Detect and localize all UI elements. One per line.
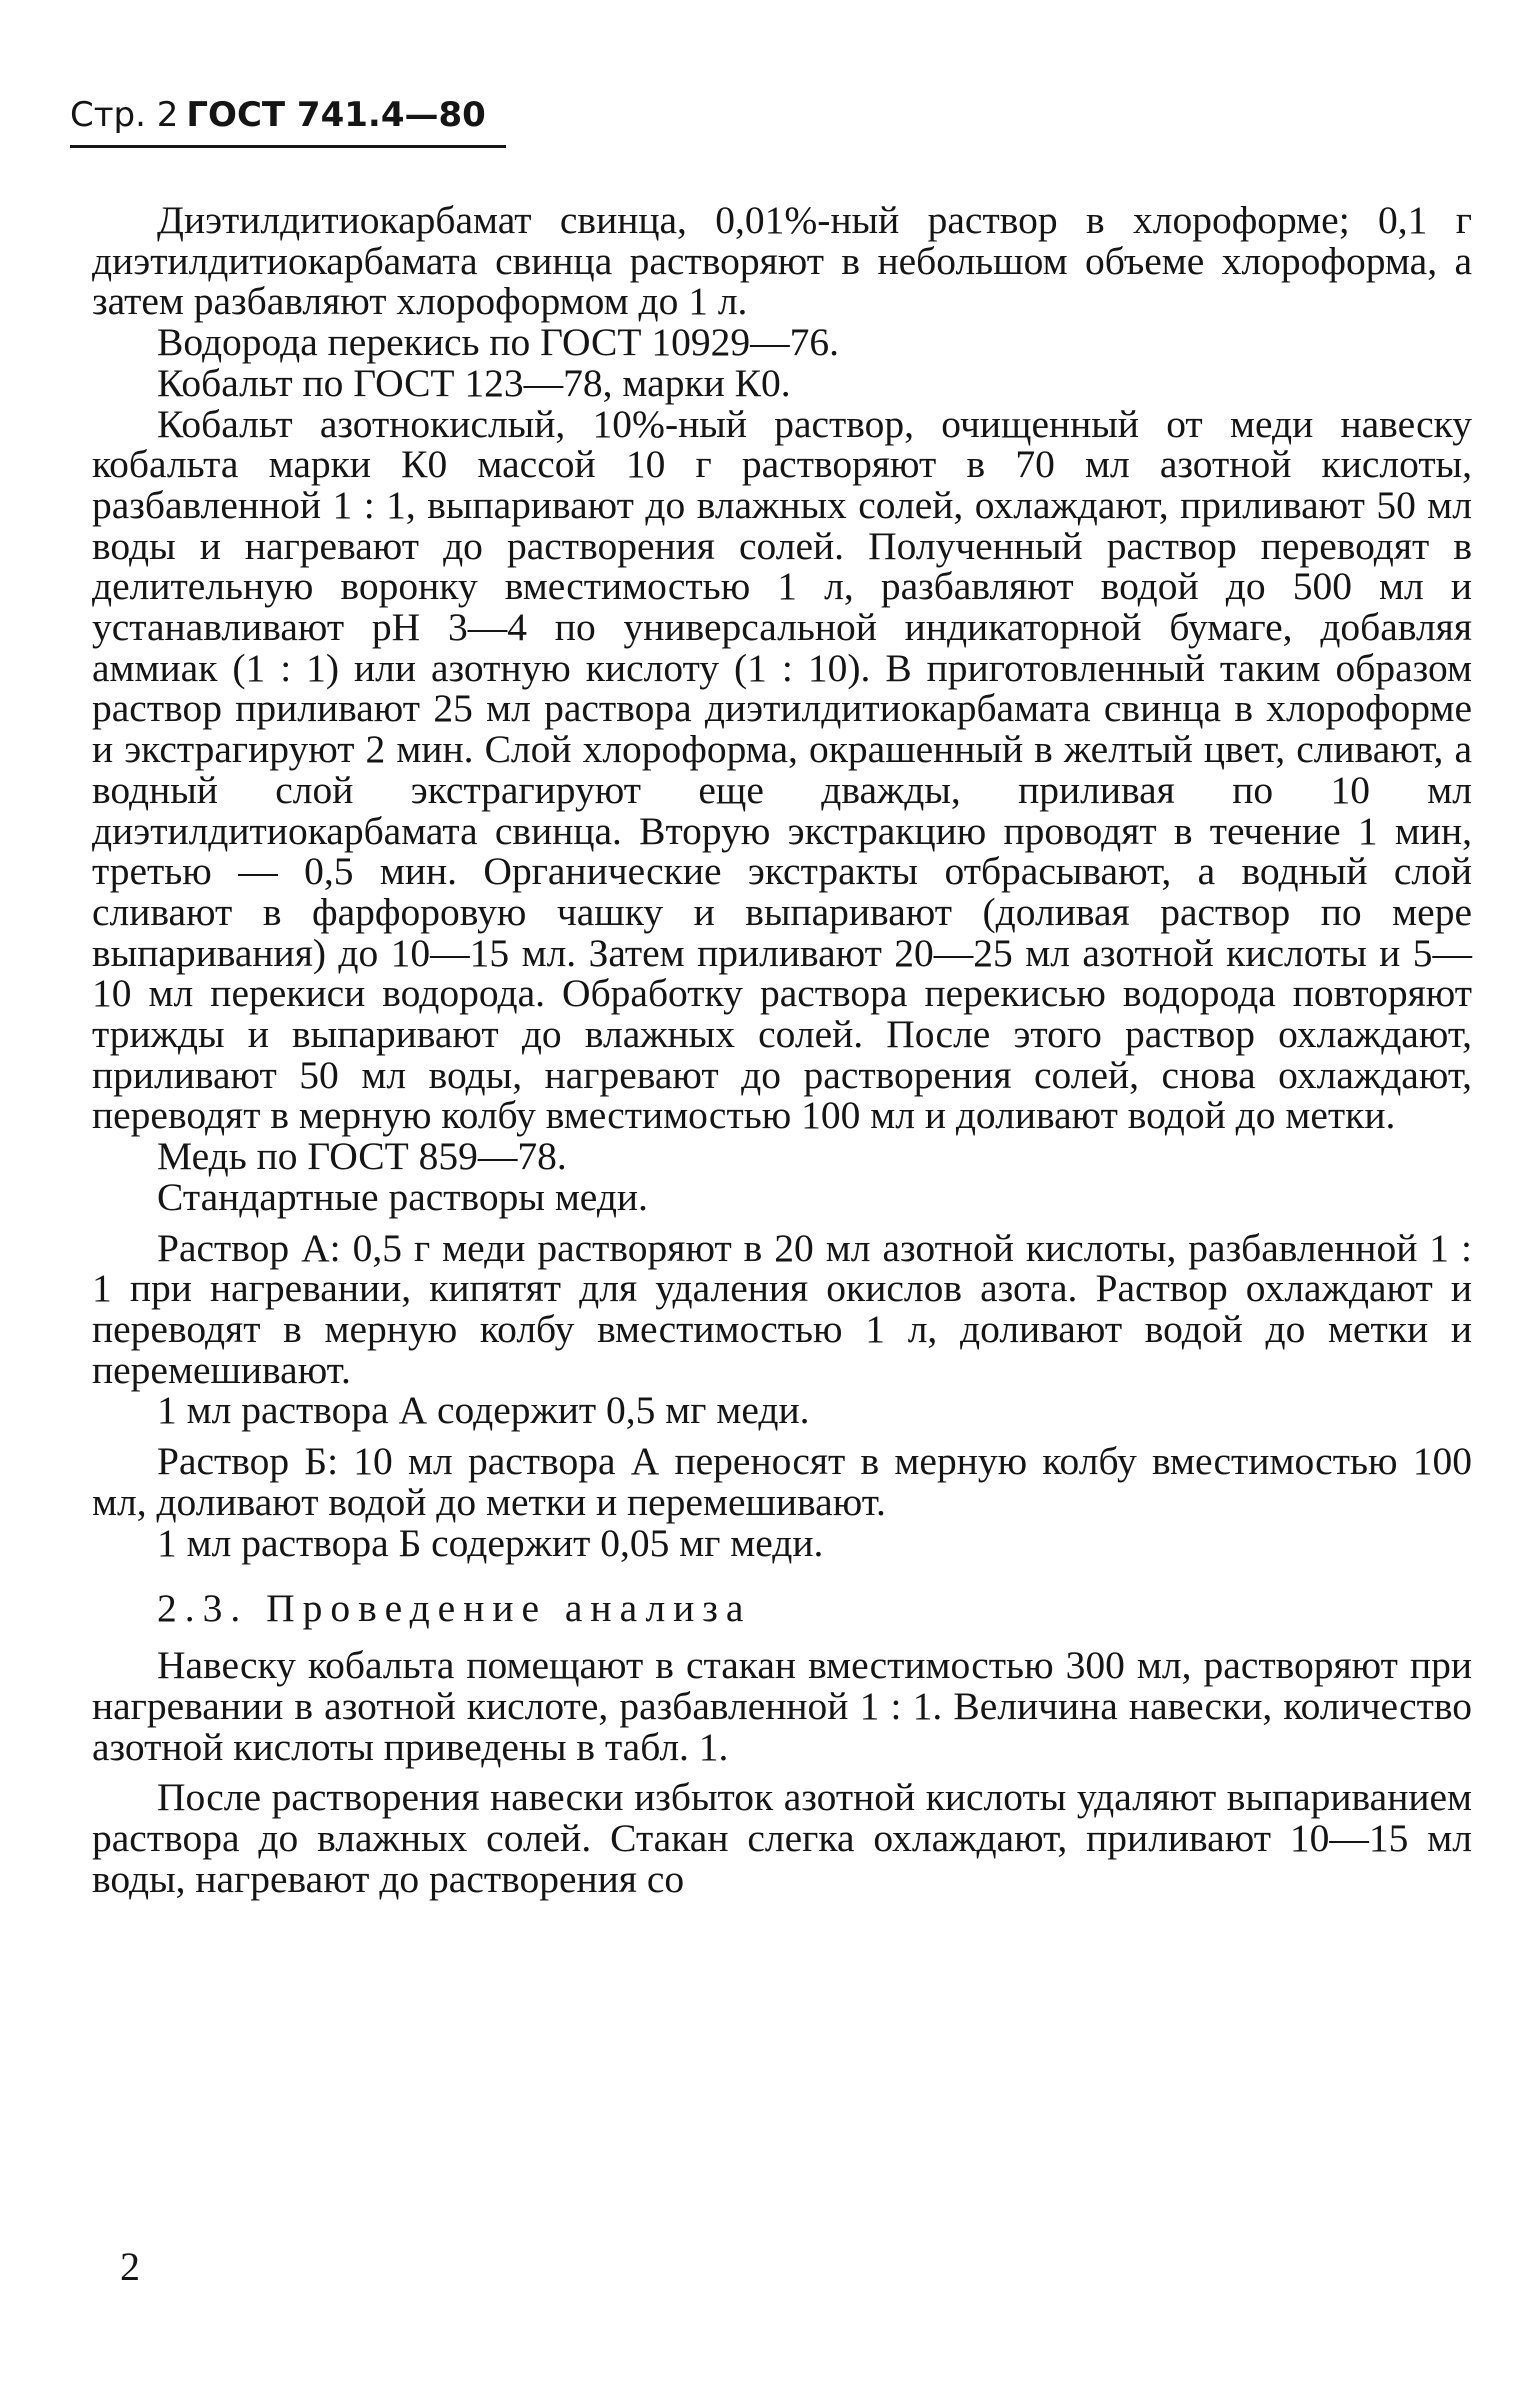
paragraph-cobalt-nitrate: Кобальт азотнокислый, 10%-ный раствор, очищенный от меди навеску кобальта марки К0 массой 10 г растворяют в 70 мл азотной кислоты, разбавленной 1 : 1, выпаривают до влажных солей, охлаждают, приливают 50 мл воды и нагревают до растворения солей. Полученный раствор переводят в делительную воронку вместимостью 1 л, разбавляют водой до 500 мл и устанавливают рН 3—4 по универсальной индикаторной бумаге, добавляя аммиак (1 : 1) или азотную кислоту (1 : 10). В приготовленный таким образом раствор приливают 25 мл раствора диэтилдитиокарбамата свинца в хлороформе и экстрагируют 2 мин. Слой хлороформа, окрашенный в желтый цвет, сливают, а водный слой экстрагируют еще дважды, приливая по 10 мл диэтилдитиокарбамата свинца. Вторую экстракцию проводят в течение 1 мин, третью — 0,5 мин. Органические экстракты отбрасывают, а водный слой сливают в фарфоровую чашку и выпаривают (доливая раствор по мере выпаривания) до 10—15 мл. Затем приливают 20—25 мл азотной кислоты и 5—10 мл перекиси водорода. Обработку раствора перекисью водорода повторяют трижды и выпаривают до влажных солей. После этого раствор охлаждают, приливают 50 мл воды, нагревают до растворения солей, снова охлаждают, переводят в мерную колбу вместимостью 100 мл и доливают водой до метки. — [92, 401, 1472, 1138]
page-number: 2 — [120, 2244, 140, 2289]
paragraph-analysis-evaporation: После растворения навески избыток азотной кислоты удаляют выпариванием раствора до влажных солей. Стакан слегка охлаждают, приливают 10—15 мл воды, нагревают до растворения со — [92, 1775, 1472, 1901]
paragraph-standard-solutions: Стандартные растворы меди. — [157, 1174, 648, 1219]
header-rule — [70, 145, 506, 148]
paragraph-solution-b-content: 1 мл раствора Б содержит 0,05 мг меди. — [157, 1520, 824, 1565]
page-header — [70, 95, 510, 145]
paragraph-reagent-lead-dtc: Диэтилдитиокарбамат свинца, 0,01%-ный раствор в хлороформе; 0,1 г диэтилдитиокарбамата свинца растворяют в небольшом объеме хлороформа, а затем разбавляют хлороформом до 1 л. — [92, 198, 1472, 324]
body-text — [92, 200, 1472, 1899]
paragraph-analysis-sample: Навеску кобальта помещают в стакан вместимостью 300 мл, растворяют при нагревании в азотной кислоте, разбавленной 1 : 1. Величина навески, количество азотной кислоты приведены в табл. 1. — [92, 1643, 1472, 1769]
header-standard-title: ГОСТ 741.4—80 — [186, 95, 486, 135]
paragraph-solution-a-content: 1 мл раствора А содержит 0,5 мг меди. — [157, 1388, 810, 1433]
paragraph-copper: Медь по ГОСТ 859—78. — [157, 1134, 567, 1179]
paragraph-solution-b: Раствор Б: 10 мл раствора А переносят в мерную колбу вместимостью 100 мл, доливают водой до метки и перемешивают. — [92, 1439, 1472, 1524]
paragraph-solution-a: Раствор А: 0,5 г меди растворяют в 20 мл азотной кислоты, разбавленной 1 : 1 при нагревании, кипятят для удаления окислов азота. Раствор охлаждают и переводят в мерную колбу вместимостью 1 л, доливают водой до метки и перемешивают. — [92, 1225, 1472, 1392]
header-page-label: Стр. 2 — [70, 95, 179, 135]
paragraph-hydrogen-peroxide: Водорода перекись по ГОСТ 10929—76. — [157, 320, 839, 365]
paragraph-cobalt: Кобальт по ГОСТ 123—78, марки К0. — [157, 360, 791, 405]
section-heading-analysis: 2.3. Проведение анализа — [157, 1586, 752, 1631]
